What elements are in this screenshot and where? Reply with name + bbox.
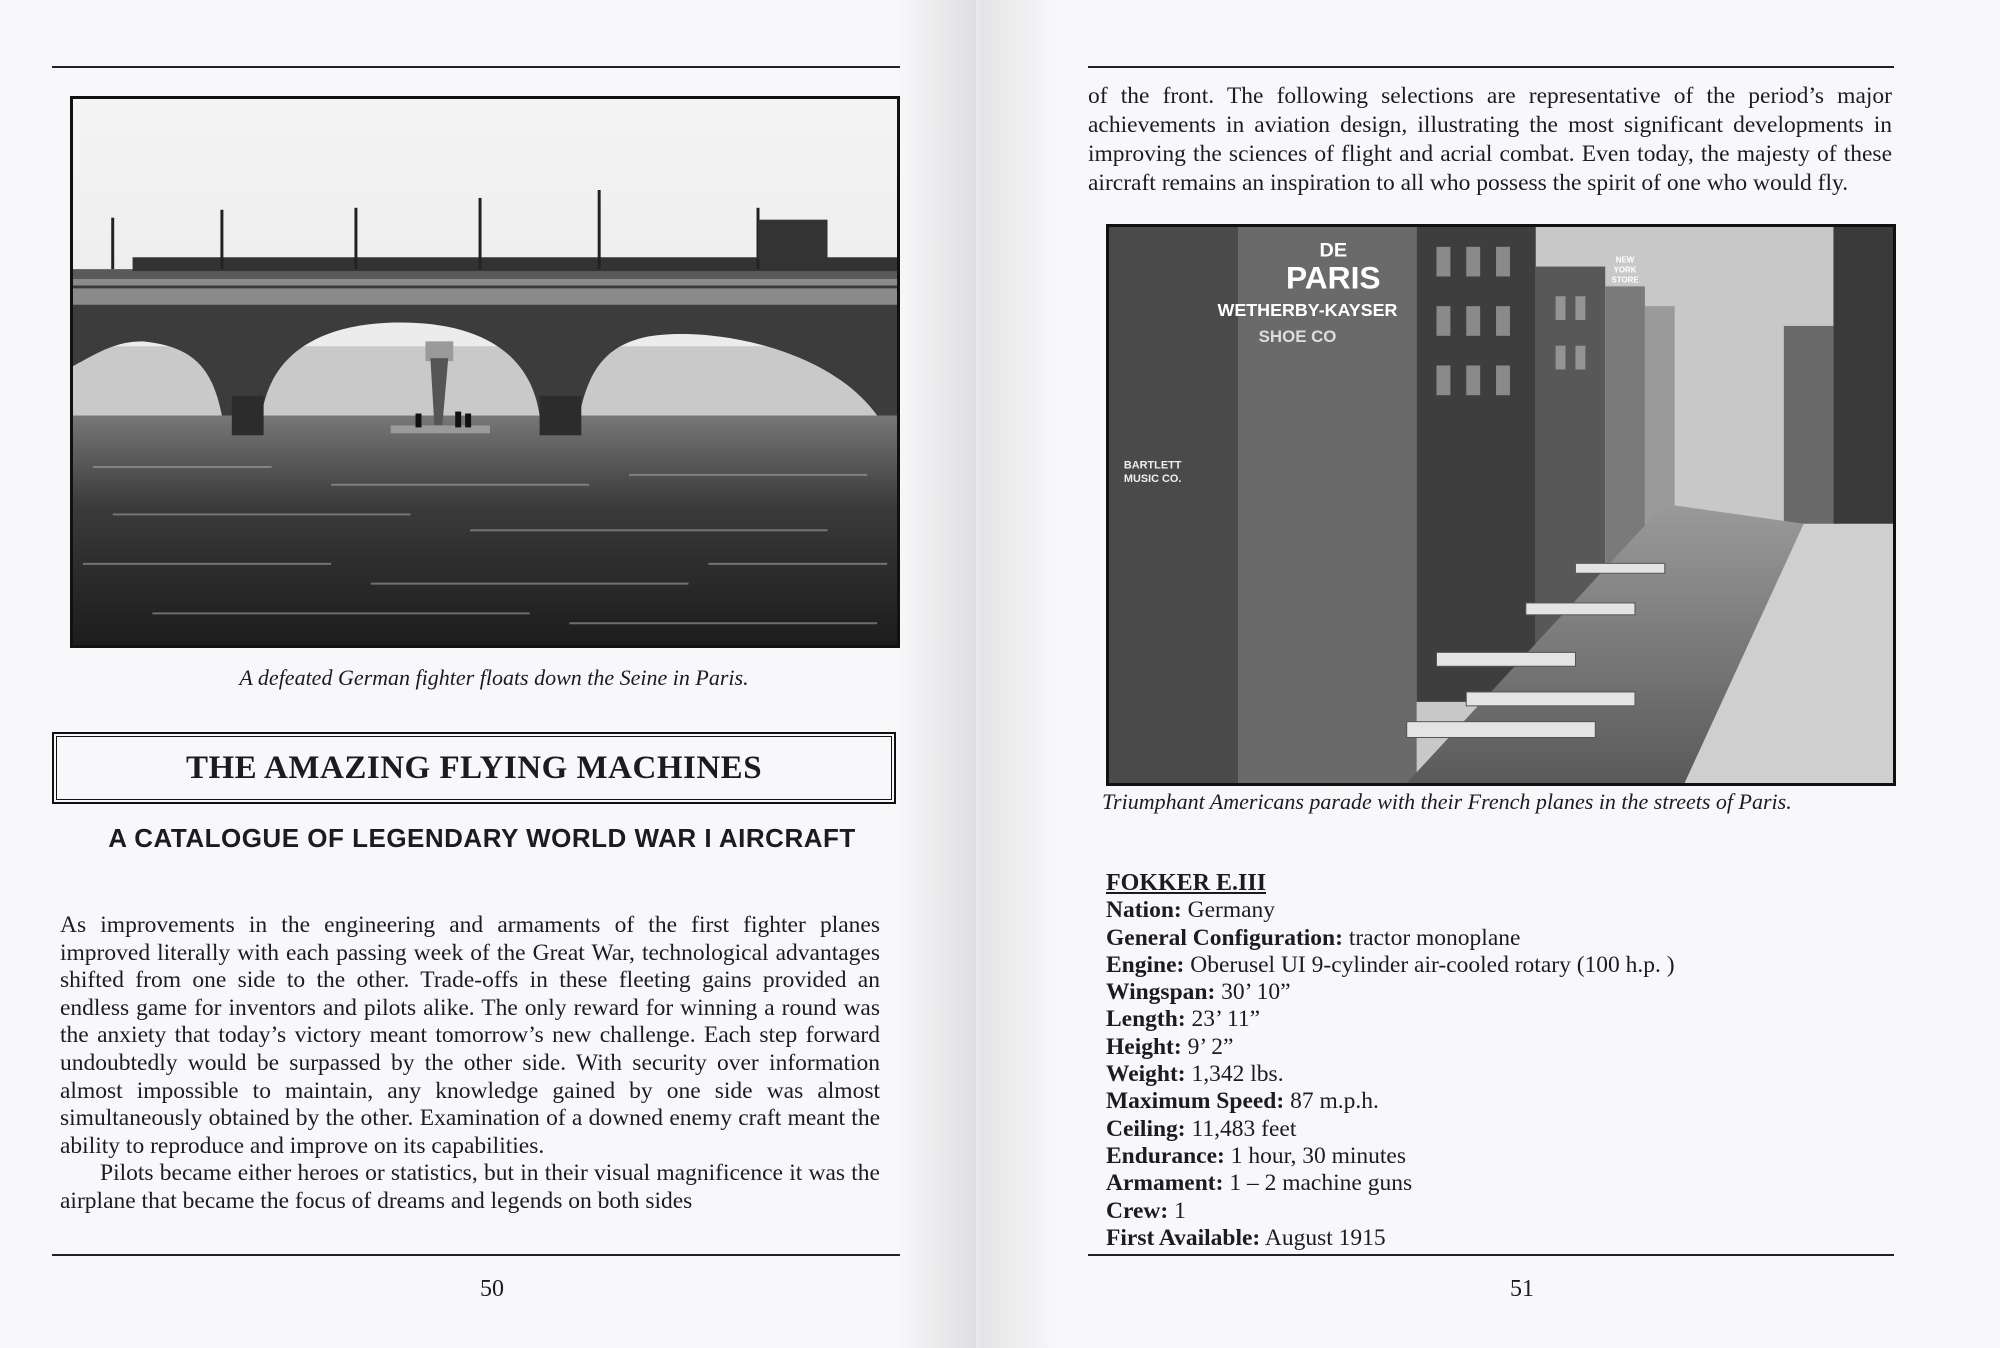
spine-shadow-left [896,0,976,1348]
spec-value: 1 – 2 machine guns [1229,1170,1413,1197]
spec-label: General Configuration: [1106,924,1343,951]
sign-shoe: SHOE CO [1258,326,1337,346]
spec-label: Armament: [1106,1170,1224,1197]
spec-value: Germany [1187,897,1276,924]
spec-value: 1,342 lbs. [1191,1061,1284,1088]
section-subtitle: A CATALOGUE OF LEGENDARY WORLD WAR I AIRCRAFT [108,823,856,853]
sign-paris: PARIS [1285,259,1381,296]
spec-row [1106,925,1806,952]
spec-value: August 1915 [1264,1224,1386,1251]
spec-value: 87 m.p.h. [1290,1088,1379,1115]
spec-row [1106,979,1806,1006]
sign-bartlett-2: MUSIC CO. [1123,473,1182,486]
spec-row [1106,1170,1806,1197]
spec-row [1106,952,1806,979]
spec-row [1106,1006,1806,1033]
spec-value: 9’ 2” [1187,1033,1234,1060]
sign-de: DE [1319,239,1348,262]
spec-row [1106,1116,1806,1143]
spec-value: 11,483 feet [1191,1115,1297,1142]
intro-text [1088,82,1892,198]
intro-paragraph: of the front. The following selections are representative of the period’s major achievements in aviation design, illustrating the most significant developments in improving the sciences of flight and acrial combat. Even today, the majesty of these aircraft remains an inspiration to all who possess the spirit of one who would fly. [1088,83,1892,196]
spec-label: Nation: [1106,897,1182,924]
aircraft-spec-list [1106,870,1806,1252]
right-photo-caption: Triumphant Americans parade with their French planes in the streets of Paris. [1102,789,1792,814]
spec-label: Crew: [1106,1197,1169,1224]
bridge-photo [70,96,900,648]
spec-value: 1 hour, 30 minutes [1230,1142,1407,1169]
sign-wetherby: WETHERBY-KAYSER [1217,300,1398,321]
page-number-left: 50 [480,1276,504,1302]
sign-nystore-1: NEW [1615,255,1635,265]
spec-label: Engine: [1106,951,1185,978]
spec-value: Oberusel UI 9-cylinder air-cooled rotary (100 h.p. ) [1190,951,1675,978]
spec-label: Endurance: [1106,1142,1225,1169]
sign-nystore-2: YORK [1613,265,1637,275]
spec-label: Length: [1106,1006,1186,1033]
spec-row [1106,1143,1806,1170]
spec-label: Wingspan: [1106,979,1216,1006]
spec-label: Maximum Speed: [1106,1088,1285,1115]
paragraph-2: Pilots became either heroes or statistics, but in their visual magnificence it was the airplane that became the focus of dreams and legends on both sides [60,1160,880,1214]
spec-row [1106,1088,1806,1115]
parade-photo-image [1109,227,1893,783]
bottom-rule [52,1254,900,1256]
spec-label: First Available: [1106,1224,1261,1251]
spine-shadow-right [980,0,1060,1348]
aircraft-name: FOKKER E.III [1106,870,1267,896]
top-rule [52,66,900,68]
left-photo-caption: A defeated German fighter floats down the Seine in Paris. [239,665,749,690]
spec-value: 30’ 10” [1221,979,1291,1006]
spec-label: Weight: [1106,1061,1186,1088]
spec-value: 1 [1174,1197,1186,1224]
bottom-rule-right [1088,1254,1894,1256]
spec-row [1106,897,1806,924]
spec-row [1106,1225,1806,1252]
paragraph-1: As improvements in the engineering and armaments of the first fighter planes improved literally with each passing week of the Great War, technological advantages shifted from one side to the other. Trade-offs in these fleeting gains provided an endless game for inventors and pilots alike. The only reward for winning a round was the anxiety that today’s victory meant tomorrow’s new challenge. Each step forward undoubtedly would be surpassed by the other side. With security over information almost impossible to maintain, any knowledge gained by one side was almost simultaneously obtained by the other. Examination of a downed enemy craft meant the ability to reproduce and improve on its capabilities. [60,912,880,1159]
spec-row [1106,1034,1806,1061]
parade-photo [1106,224,1896,786]
sign-nystore-3: STORE [1611,275,1639,285]
spec-row [1106,1061,1806,1088]
spec-label: Height: [1106,1033,1182,1060]
spec-value: tractor monoplane [1348,924,1521,951]
section-title-box [52,732,896,804]
top-rule-right [1088,66,1894,68]
bridge-photo-image [73,99,897,645]
section-title: THE AMAZING FLYING MACHINES [185,749,763,786]
left-body-text [60,912,880,1216]
left-page [0,0,976,1348]
spec-label: Ceiling: [1106,1115,1186,1142]
spec-row [1106,1198,1806,1225]
page-number-right: 51 [1510,1276,1534,1302]
sign-bartlett-1: BARTLETT [1123,459,1182,472]
spec-value: 23’ 11” [1191,1006,1261,1033]
